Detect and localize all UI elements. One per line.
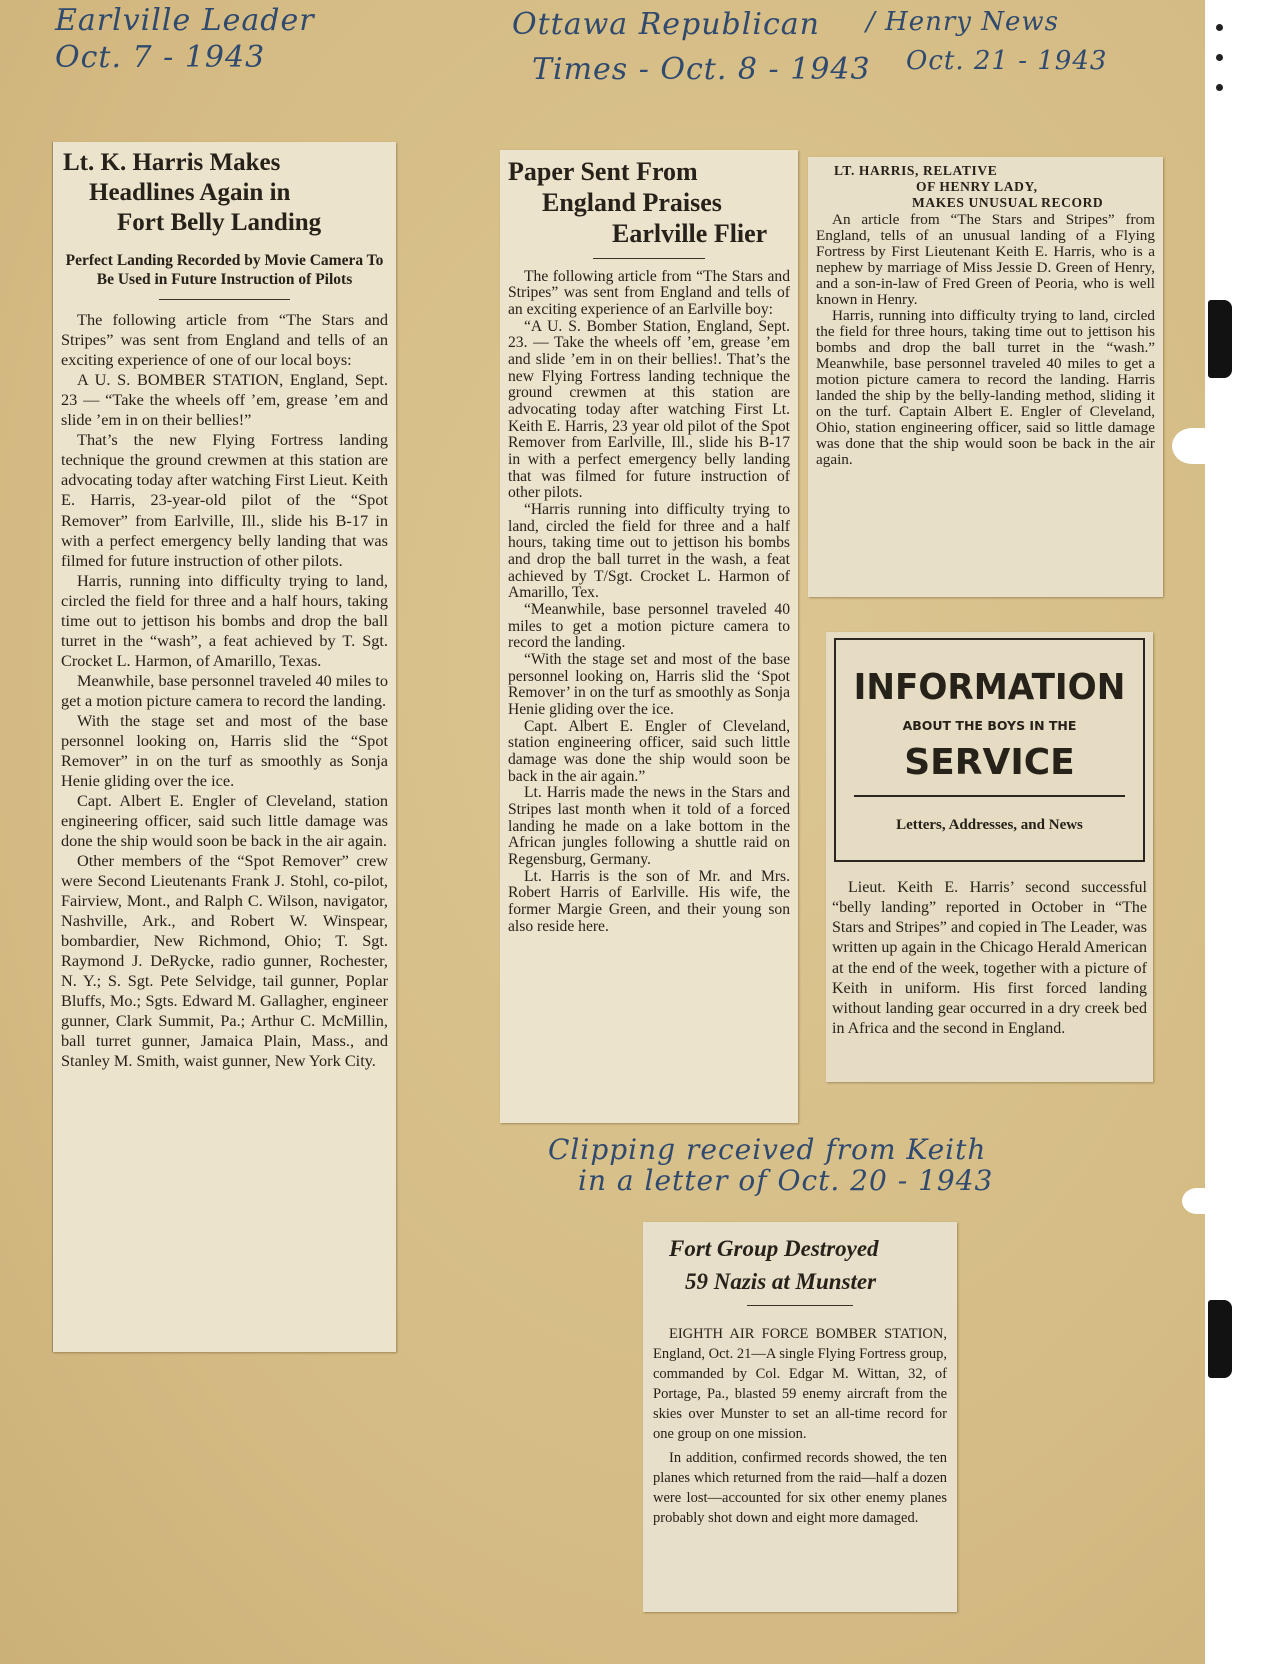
handwritten-line: Oct. 21 - 1943 bbox=[906, 45, 1108, 76]
torn-edge bbox=[1172, 428, 1212, 464]
paragraph: Harris, running into difficulty trying to land, circled the field for three hours, taking time out to jettison his bombs and drop the ball turret in the “wash.” Meanwhile, base personnel traveled 40 miles to get a motion picture camera to record the landing. Harris landed the ship by the belly-landing method, sliding it on the turf. Captain Albert E. Engler of Cleveland, Ohio, station engineering officer, said so little damage was done that the ship would soon be back in the air again. bbox=[816, 307, 1155, 468]
headline-line: Headlines Again in bbox=[89, 179, 291, 206]
divider bbox=[593, 258, 706, 259]
handwritten-source-henry bbox=[866, 8, 1107, 75]
paragraph: The following article from “The Stars and Stripes” was sent from England and tells of an exciting experience of one of our local boys: bbox=[61, 310, 388, 370]
clipping-fort-belly-landing bbox=[52, 142, 396, 1352]
column-tagline: Letters, Addresses, and News bbox=[896, 817, 1083, 833]
clipping-service-info bbox=[826, 632, 1153, 1082]
divider bbox=[747, 1305, 853, 1306]
paragraph: The following article from “The Stars and Stripes” was sent from England and tells of an exciting experience of an Earlville boy: bbox=[508, 267, 790, 318]
binder-hole-icon bbox=[1216, 84, 1223, 91]
clipping-henry-relative bbox=[808, 157, 1163, 597]
handwritten-line: Earlville Leader bbox=[55, 3, 315, 38]
handwritten-source-ottawa bbox=[512, 8, 871, 86]
clipping-kicker bbox=[816, 163, 1155, 210]
headline-line: Paper Sent From bbox=[508, 157, 698, 186]
handwritten-line: Times - Oct. 8 - 1943 bbox=[532, 52, 871, 87]
headline-line: England Praises bbox=[542, 188, 722, 218]
clipping-fort-group-munster bbox=[643, 1222, 957, 1612]
paragraph: A U. S. BOMBER STATION, England, Sept. 23 — “Take the wheels off ’em, grease ’em and slide ’em in on their bellies!” bbox=[61, 370, 388, 430]
paragraph: Other members of the “Spot Remover” crew were Second Lieutenants Frank J. Stohl, co-pilot, Fairview, Mont., and Ralph C. Wilson, navigator, Nashville, Ark., and Robert W. Winspear, bombardier, New Richmond, Ohio; T. Sgt. Raymond J. DeRycke, radio gunner, Rochester, N. Y.; S. Sgt. Pete Selvidge, tail gunner, Poplar Bluffs, Mo.; Sgts. Edward M. Gallagher, engineer gunner, Clark Summit, Pa.; Arthur C. McMillin, ball turret gunner, Jamaica Plain, Mass., and Stanley M. Smith, waist gunner, New York City. bbox=[61, 851, 388, 1071]
binder-hole-icon bbox=[1216, 24, 1223, 31]
column-service-title: SERVICE bbox=[904, 742, 1075, 783]
headline-line: 59 Nazis at Munster bbox=[685, 1269, 877, 1295]
headline-line: Earlville Flier bbox=[612, 219, 768, 249]
clipping-paper-sent-from-england bbox=[500, 150, 798, 1123]
paragraph: “Meanwhile, base personnel traveled 40 miles to get a motion picture camera to record the landing. bbox=[508, 601, 790, 652]
binder-tab-icon bbox=[1208, 300, 1232, 378]
column-title: INFORMATION bbox=[853, 667, 1126, 708]
paragraph: Meanwhile, base personnel traveled 40 miles to get a motion picture camera to record the landing. bbox=[61, 670, 388, 710]
kicker-line: MAKES UNUSUAL RECORD bbox=[912, 194, 1104, 210]
headline-line: Lt. K. Harris Makes bbox=[63, 149, 281, 176]
handwritten-line: / Henry News bbox=[866, 7, 1059, 37]
clipping-headline bbox=[508, 156, 790, 250]
paragraph: Capt. Albert E. Engler of Cleveland, station engineering officer, said such little damage was done the ship would soon be back in the air again. bbox=[61, 790, 388, 850]
paragraph: An article from “The Stars and Stripes” from England, tells of an unusual landing of a Flying Fortress by First Lieutenant Keith E. Harris, who is a nephew by marriage of Miss Jessie D. Green of Henry, and a son-in-law of Fred Green of Peoria, who is well known in Henry. bbox=[816, 211, 1155, 309]
divider bbox=[159, 299, 290, 300]
column-subtitle: ABOUT THE BOYS IN THE bbox=[902, 718, 1077, 733]
paragraph: That’s the new Flying Fortress landing technique the ground crewmen at this station are advocating today after watching First Lieut. Keith E. Harris, 23-year-old pilot of the “Spot Remover” from Earlville, Ill., slide his B-17 in with a perfect emergency belly landing that was filmed for future instruction of other pilots. bbox=[61, 430, 388, 570]
paragraph: Capt. Albert E. Engler of Cleveland, station engineering officer, said such little damage was done the ship would soon be back in the air again.” bbox=[508, 717, 790, 785]
clipping-body bbox=[816, 212, 1155, 467]
headline-line: Fort Belly Landing bbox=[117, 209, 322, 236]
binder-hole-icon bbox=[1216, 54, 1223, 61]
handwritten-line: Clipping received from Keith bbox=[548, 1133, 987, 1166]
divider bbox=[854, 795, 1125, 797]
handwritten-line: Oct. 7 - 1943 bbox=[55, 40, 266, 75]
kicker-line: OF HENRY LADY, bbox=[916, 178, 1038, 194]
clipping-body bbox=[830, 878, 1149, 1039]
torn-edge bbox=[1182, 1188, 1212, 1214]
clipping-body bbox=[508, 269, 790, 936]
handwritten-source-earlville bbox=[55, 4, 315, 74]
paragraph: Lieut. Keith E. Harris’ second successful “belly landing” reported in October in “The Stars and Stripes” and copied in The Leader, was written up again in the Chicago Herald American at the end of the week, together with a picture of Keith in uniform. His first forced landing without landing gear occurred in a dry creek bed in Africa and the second in England. bbox=[832, 879, 1148, 1038]
headline-line: Fort Group Destroyed bbox=[669, 1236, 879, 1261]
paragraph: EIGHTH AIR FORCE BOMBER STATION, England, Oct. 21—A single Flying Fortress group, commanded by Col. Edgar M. Wittan, 32, of Portage, Pa., blasted 59 enemy aircraft from the skies over Munster to set an all-time record for one group on one mission. bbox=[653, 1325, 947, 1442]
handwritten-line: Ottawa Republican bbox=[512, 7, 820, 42]
clipping-subhead: Perfect Landing Recorded by Movie Camera To Be Used in Future Instruction of Pilots bbox=[65, 252, 384, 288]
kicker-line: LT. HARRIS, RELATIVE bbox=[834, 163, 998, 178]
clipping-body bbox=[61, 310, 388, 1071]
handwritten-line: in a letter of Oct. 20 - 1943 bbox=[578, 1163, 994, 1197]
paragraph: Lt. Harris is the son of Mr. and Mrs. Robert Harris of Earlville. His wife, the former Margie Green, and their young son also reside here. bbox=[508, 867, 790, 935]
clipping-headline bbox=[61, 148, 388, 238]
handwritten-note bbox=[548, 1135, 993, 1197]
paragraph: With the stage set and most of the base personnel looking on, Harris slid the “Spot Remover” in on the turf as smoothly as Sonja Henie gliding over the ice. bbox=[61, 710, 388, 790]
paragraph: Lt. Harris made the news in the Stars and Stripes last month when it told of a forced landing he made on a lake bottom in the African jungles following a shuttle raid on Regensburg, Germany. bbox=[508, 784, 790, 869]
clipping-body bbox=[653, 1324, 947, 1528]
clipping-headline bbox=[653, 1232, 947, 1299]
paragraph: Harris, running into difficulty trying to land, circled the field for three and a half hours, taking time out to jettison his bombs and drop the ball turret in the “wash”, a feat achieved by T. Sgt. Crocket L. Harmon, of Amarillo, Texas. bbox=[61, 570, 388, 670]
binder-tab-icon bbox=[1208, 1300, 1232, 1378]
paragraph: “With the stage set and most of the base personnel looking on, Harris slid the ‘Spot Remover’ in on the turf as smoothly as Sonja Henie gliding over the ice. bbox=[508, 651, 790, 719]
paragraph: “Harris running into difficulty trying to land, circled the field for three and a half hours, taking time out to jettison his bombs and drop the ball turret in the wash, a feat achieved by T/Sgt. Crocket L. Harmon of Amarillo, Tex. bbox=[508, 500, 790, 602]
paragraph: “A U. S. Bomber Station, England, Sept. 23. — Take the wheels off ’em, grease ’em and slide ’em in on their bellies!. That’s the new Flying Fortress landing technique the ground crewmen at this station are advocating today after watching First Lt. Keith E. Harris, 23 year old pilot of the Spot Remover from Earlville, Ill., slide his B-17 in with a perfect emergency belly landing that was filmed for future instruction of other pilots. bbox=[508, 317, 790, 502]
service-column-header bbox=[834, 638, 1145, 862]
paragraph: In addition, confirmed records showed, the ten planes which returned from the raid—half a dozen were lost—accounted for six other enemy planes probably shot down and eight more damaged. bbox=[653, 1449, 947, 1526]
